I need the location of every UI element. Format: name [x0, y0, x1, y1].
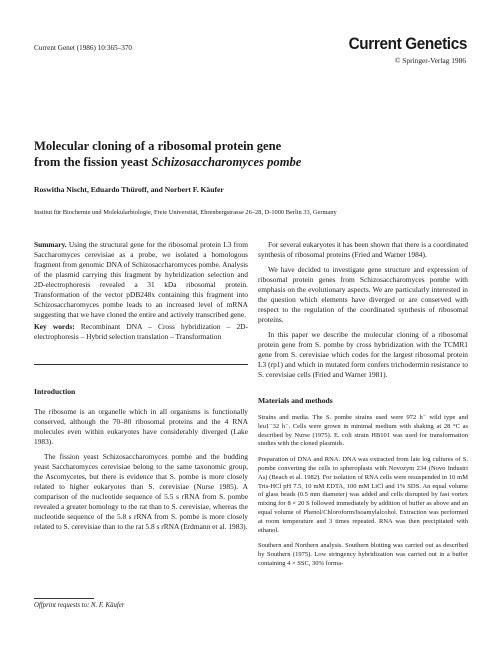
methods-body	[258, 414, 468, 576]
methods-heading: Materials and methods	[258, 396, 333, 405]
title-line-2	[34, 154, 454, 170]
introduction-paragraph-1: The ribosome is an organelle which in all organisms is functionally conserved, although the 70–80 ribosomal proteins and the 4 RNA molecules even within eukaryotes have considerably diverged (Lake 1983).	[34, 407, 248, 446]
keywords-block	[34, 322, 248, 347]
journal-citation: Current Genet (1986) 10:365–370	[34, 44, 133, 52]
methods-paragraph-3: Southern and Northern analysis. Southern blotting was carried out as described by Southern (1975). Low stringency hybridization was carried out in a buffer containing 4 × SSC, 30% forma-	[258, 542, 468, 567]
offprint-note: Offprint requests to: N. F. Käufer	[34, 602, 125, 609]
introduction-paragraph-2: The fission yeast Schizosaccharomyces pombe and the budding yeast Saccharomyces cerevisiae belong to the same taxonomic group, the Ascomycetes, but there is evidence that S. pombe is more closely related to higher eukaryotes than S. cerevisiae (Nurse 1985). A comparison of the nucleotide sequence of 5.5 s rRNA from S. pombe revealed a greater homology to the rat than to S. cerevisiae, whereas the nucleotide sequence of the 5.8 s rRNA from S. pombe is more closely related to S. cerevisiae than to the rat 5.8 s rRNA (Erdmann et al. 1983).	[34, 452, 248, 531]
title-line-1: Molecular cloning of a ribosomal protein gene	[34, 139, 282, 153]
paper-title	[34, 138, 454, 170]
keywords-heading: Key words:	[34, 322, 75, 331]
copyright-notice: © Springer-Verlag 1986	[394, 56, 466, 65]
divider-left	[34, 364, 248, 365]
title-species: Schizosaccharomyces pombe	[151, 155, 302, 169]
right-paragraph-3: In this paper we describe the molecular cloning of a ribosomal protein gene from S. pombe by cross hybridization with the TCMR1 gene from S. cerevisiae which codes for the largest ribosomal protein L3 (rp1) and which in mutated form confers trichodermin resistance to S. cerevisiae cells (Fried and Warner 1981).	[258, 330, 468, 379]
summary-block	[34, 240, 248, 325]
summary-text: Using the structural gene for the ribosomal protein L3 from Saccharomyces cerevisiae as a probe, we isolated a homologous fragment from genomic DNA of Schizosaccharomyces pombe. Analysis of the plasmid carrying this fragment by hybridization selection and 2D-electrophoresis revealed a 31 kDa ribosomal protein. Transformation of the vector pDB248x containing this fragment into Schizosaccharomyces pombe leads to an increased level of mRNA suggesting that we have cloned the entire and actively transcribed gene.	[34, 240, 248, 319]
introduction-body	[34, 407, 248, 537]
footnote-rule	[34, 598, 94, 599]
author-list: Roswitha Nischt, Eduardo Thüroff, and Norbert F. Käufer	[34, 185, 224, 194]
summary-heading: Summary.	[34, 240, 67, 249]
methods-paragraph-1: Strains and media. The S. pombe strains used were 972 h⁻ wild type and leu1⁻32 h⁻. Cells were grown in minimal medium with shaking at 28 °C as described by Nurse (1975). E. coli strain HB101 was used for transformation studies with the cloned plasmids.	[258, 414, 468, 448]
title-line-2-text: from the fission yeast	[34, 155, 152, 169]
right-column-intro	[258, 240, 468, 385]
right-paragraph-1: For several eukaryotes it has been shown that there is a coordinated synthesis of ribosomal proteins (Fried and Warner 1984).	[258, 240, 468, 259]
introduction-heading: Introduction	[34, 387, 76, 396]
journal-brand-logo: Current Genetics	[348, 34, 467, 53]
right-paragraph-2: We have decided to investigate gene structure and expression of ribosomal protein genes from Schizosaccharomyces pombe with emphasis on the evolutionary aspects. We are particularly interested in the question which elements have diverged or are conserved with respect to the regulation of the coordinated synthesis of ribosomal proteins.	[258, 265, 468, 324]
keywords-text: Recombinant DNA – Cross hybridization – 2D-electrophoresis – Hybrid selection translation – Transformation	[34, 322, 248, 341]
affiliation: Institut für Biochemie und Molekularbiologie, Freie Universität, Ehrenbergstrasse 26–28, D-1000 Berlin 33, Germany	[34, 209, 337, 216]
methods-paragraph-2: Preparation of DNA and RNA. DNA was extracted from late log cultures of S. pombe converting the cells to spheroplasts with Novozym 234 (Novo Industri As) (Beach et al. 1982). For isolation of RNA cells were resuspended in 10 mM Tris-HCl pH 7.5, 10 mM EDTA, 100 mM LiCl and 1% SDS. An equal volume of glass beads (0.5 mm diameter) was added and cells disrupted by fast vortex mixing for 8 × 20 S followed immediately by addition of buffer as above and an equal volume of Phenol/Chloroform/Isoamylalcohol. Extraction was performed at room temperature and 3 times repeated. RNA was then precipitated with ethanol.	[258, 456, 468, 534]
